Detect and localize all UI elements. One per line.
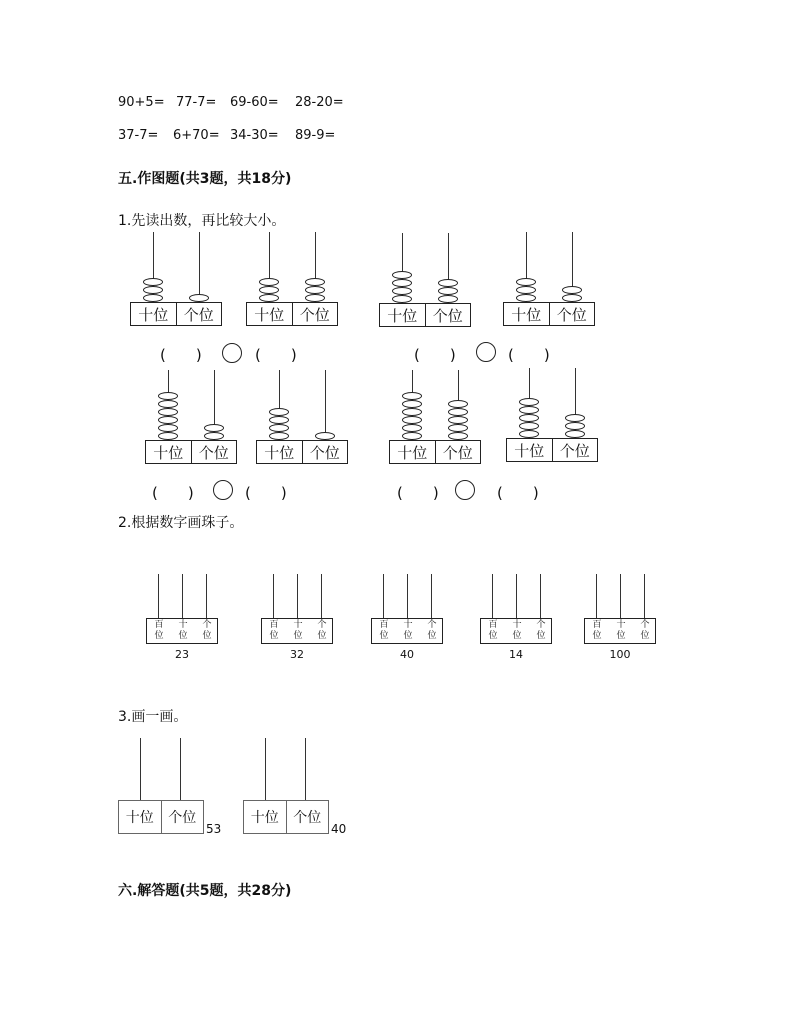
empty-abacus bbox=[371, 574, 443, 669]
equation: 28-20= bbox=[295, 95, 344, 110]
abacus-bead bbox=[392, 287, 412, 295]
compare-circle[interactable] bbox=[222, 343, 242, 363]
abacus-bead bbox=[519, 414, 539, 422]
tens-label: 十位 bbox=[504, 303, 550, 325]
abacus bbox=[379, 233, 471, 327]
place-value-box bbox=[256, 440, 348, 464]
abacus-bead bbox=[204, 432, 224, 440]
compare-circle[interactable] bbox=[476, 342, 496, 362]
tens-label: 十位 bbox=[244, 801, 287, 833]
place-value-box bbox=[480, 618, 552, 644]
ones-label: 个位 bbox=[559, 441, 590, 460]
ones-label: 个位 bbox=[556, 305, 587, 324]
answer-blank[interactable]: ( ) bbox=[160, 346, 202, 364]
tens-rod[interactable] bbox=[620, 574, 621, 618]
tens-label: 十位 bbox=[146, 441, 192, 463]
abacus-bead bbox=[438, 295, 458, 303]
ones-label: 个位 bbox=[442, 443, 473, 462]
equation: 69-60= bbox=[230, 95, 279, 110]
hundreds-rod[interactable] bbox=[383, 574, 384, 618]
ones-rod bbox=[199, 232, 200, 302]
empty-abacus bbox=[261, 574, 333, 669]
ones-label: 个位 bbox=[198, 443, 229, 462]
answer-blank[interactable]: ( ) bbox=[497, 484, 539, 502]
abacus-bead bbox=[448, 416, 468, 424]
abacus-bead bbox=[315, 432, 335, 440]
abacus-bead bbox=[158, 400, 178, 408]
abacus bbox=[389, 370, 481, 464]
tens-rod[interactable] bbox=[182, 574, 183, 618]
abacus bbox=[246, 232, 338, 326]
abacus-bead bbox=[402, 432, 422, 440]
abacus-bead bbox=[402, 416, 422, 424]
abacus-bead bbox=[143, 278, 163, 286]
abacus-bead bbox=[519, 406, 539, 414]
abacus-bead bbox=[158, 432, 178, 440]
tens-label: 十位 bbox=[257, 441, 303, 463]
abacus bbox=[130, 232, 222, 326]
tens-label: 十位 bbox=[507, 439, 553, 461]
ones-rod[interactable] bbox=[305, 738, 306, 800]
abacus-bead bbox=[448, 424, 468, 432]
tens-rod[interactable] bbox=[140, 738, 141, 800]
abacus-bead bbox=[143, 294, 163, 302]
place-value-box bbox=[243, 800, 329, 834]
abacus-bead bbox=[158, 424, 178, 432]
ones-label: 个 位 bbox=[202, 620, 212, 641]
ones-rod[interactable] bbox=[540, 574, 541, 618]
ones-rod bbox=[325, 370, 326, 440]
abacus-bead bbox=[204, 424, 224, 432]
place-value-box bbox=[584, 618, 656, 644]
ones-rod[interactable] bbox=[206, 574, 207, 618]
tens-rod[interactable] bbox=[297, 574, 298, 618]
hundreds-label: 百 位 bbox=[379, 620, 389, 641]
place-value-box bbox=[506, 438, 598, 462]
hundreds-label: 百 位 bbox=[592, 620, 602, 641]
answer-blank[interactable]: ( ) bbox=[414, 346, 456, 364]
hundreds-rod[interactable] bbox=[273, 574, 274, 618]
tens-label: 十位 bbox=[119, 801, 162, 833]
empty-abacus bbox=[243, 738, 359, 838]
answer-blank[interactable]: ( ) bbox=[508, 346, 550, 364]
abacus-bead bbox=[448, 408, 468, 416]
abacus bbox=[256, 370, 348, 464]
target-number: 40 bbox=[400, 648, 414, 661]
abacus-bead bbox=[438, 287, 458, 295]
ones-label: 个位 bbox=[168, 810, 197, 826]
tens-rod[interactable] bbox=[265, 738, 266, 800]
place-value-box bbox=[118, 800, 204, 834]
abacus-bead bbox=[269, 432, 289, 440]
equation: 37-7= bbox=[118, 128, 159, 143]
abacus-bead bbox=[448, 400, 468, 408]
abacus-bead bbox=[259, 278, 279, 286]
tens-label: 十 位 bbox=[403, 620, 413, 641]
ones-label: 个位 bbox=[293, 810, 322, 826]
ones-label: 个位 bbox=[183, 305, 214, 324]
compare-circle[interactable] bbox=[213, 480, 233, 500]
tens-label: 十位 bbox=[380, 304, 426, 326]
ones-label: 个 位 bbox=[536, 620, 546, 641]
ones-label: 个位 bbox=[309, 443, 340, 462]
tens-rod[interactable] bbox=[516, 574, 517, 618]
equation: 89-9= bbox=[295, 128, 336, 143]
abacus bbox=[503, 232, 595, 326]
abacus-bead bbox=[269, 424, 289, 432]
abacus-bead bbox=[305, 286, 325, 294]
tens-label: 十位 bbox=[247, 303, 293, 325]
place-value-box bbox=[503, 302, 595, 326]
abacus-bead bbox=[516, 286, 536, 294]
abacus-bead bbox=[448, 432, 468, 440]
ones-rod[interactable] bbox=[644, 574, 645, 618]
q1-prompt: 1.先读出数，再比较大小。 bbox=[118, 213, 286, 229]
abacus bbox=[506, 368, 598, 462]
abacus-bead bbox=[516, 294, 536, 302]
abacus-bead bbox=[519, 422, 539, 430]
equation: 34-30= bbox=[230, 128, 279, 143]
abacus-bead bbox=[158, 392, 178, 400]
abacus-bead bbox=[392, 271, 412, 279]
abacus-bead bbox=[562, 286, 582, 294]
abacus-bead bbox=[565, 430, 585, 438]
hundreds-rod[interactable] bbox=[596, 574, 597, 618]
hundreds-label: 百 位 bbox=[269, 620, 279, 641]
tens-rod[interactable] bbox=[407, 574, 408, 618]
abacus-bead bbox=[402, 392, 422, 400]
equation: 77-7= bbox=[176, 95, 217, 110]
tens-label: 十 位 bbox=[293, 620, 303, 641]
q2-prompt: 2.根据数字画珠子。 bbox=[118, 515, 244, 531]
abacus-bead bbox=[392, 279, 412, 287]
place-value-box bbox=[146, 618, 218, 644]
empty-abacus bbox=[118, 738, 234, 838]
place-value-box bbox=[246, 302, 338, 326]
hundreds-rod[interactable] bbox=[158, 574, 159, 618]
abacus bbox=[145, 370, 237, 464]
target-number: 32 bbox=[290, 648, 304, 661]
ones-label: 个 位 bbox=[317, 620, 327, 641]
ones-rod[interactable] bbox=[180, 738, 181, 800]
equation: 90+5= bbox=[118, 95, 165, 110]
ones-rod[interactable] bbox=[431, 574, 432, 618]
abacus-bead bbox=[259, 294, 279, 302]
tens-label: 十 位 bbox=[512, 620, 522, 641]
place-value-box bbox=[145, 440, 237, 464]
ones-label: 个位 bbox=[432, 306, 463, 325]
equation: 6+70= bbox=[173, 128, 220, 143]
place-value-box bbox=[379, 303, 471, 327]
answer-blank[interactable]: ( ) bbox=[397, 484, 439, 502]
tens-label: 十位 bbox=[390, 441, 436, 463]
target-number: 53 bbox=[206, 822, 222, 836]
answer-blank[interactable]: ( ) bbox=[255, 346, 297, 364]
place-value-box bbox=[371, 618, 443, 644]
abacus-bead bbox=[305, 294, 325, 302]
hundreds-rod[interactable] bbox=[492, 574, 493, 618]
empty-abacus bbox=[146, 574, 218, 669]
abacus-bead bbox=[402, 424, 422, 432]
compare-circle[interactable] bbox=[455, 480, 475, 500]
target-number: 40 bbox=[331, 822, 347, 836]
target-number: 23 bbox=[175, 648, 189, 661]
abacus-bead bbox=[438, 279, 458, 287]
abacus-bead bbox=[259, 286, 279, 294]
abacus-bead bbox=[305, 278, 325, 286]
tens-label: 十 位 bbox=[178, 620, 188, 641]
abacus-bead bbox=[269, 416, 289, 424]
abacus-bead bbox=[143, 286, 163, 294]
ones-label: 个位 bbox=[299, 305, 330, 324]
abacus-bead bbox=[565, 422, 585, 430]
abacus-bead bbox=[562, 294, 582, 302]
tens-label: 十 位 bbox=[616, 620, 626, 641]
target-number: 100 bbox=[609, 648, 631, 661]
answer-blank[interactable]: ( ) bbox=[152, 484, 194, 502]
ones-rod[interactable] bbox=[321, 574, 322, 618]
place-value-box bbox=[130, 302, 222, 326]
section-5-title: 五.作图题(共3题，共18分) bbox=[118, 171, 292, 187]
abacus-bead bbox=[158, 416, 178, 424]
abacus-bead bbox=[519, 430, 539, 438]
hundreds-label: 百 位 bbox=[154, 620, 164, 641]
hundreds-label: 百 位 bbox=[488, 620, 498, 641]
abacus-bead bbox=[392, 295, 412, 303]
empty-abacus bbox=[584, 574, 656, 669]
place-value-box bbox=[389, 440, 481, 464]
abacus-bead bbox=[402, 400, 422, 408]
place-value-box bbox=[261, 618, 333, 644]
ones-label: 个 位 bbox=[427, 620, 437, 641]
section-6-title: 六.解答题(共5题，共28分) bbox=[118, 883, 292, 899]
empty-abacus bbox=[480, 574, 552, 669]
answer-blank[interactable]: ( ) bbox=[245, 484, 287, 502]
abacus-bead bbox=[269, 408, 289, 416]
abacus-bead bbox=[519, 398, 539, 406]
abacus-bead bbox=[158, 408, 178, 416]
ones-label: 个 位 bbox=[640, 620, 650, 641]
abacus-bead bbox=[565, 414, 585, 422]
target-number: 14 bbox=[509, 648, 523, 661]
tens-label: 十位 bbox=[131, 303, 177, 325]
abacus-bead bbox=[516, 278, 536, 286]
q3-prompt: 3.画一画。 bbox=[118, 709, 188, 725]
abacus-bead bbox=[189, 294, 209, 302]
abacus-bead bbox=[402, 408, 422, 416]
